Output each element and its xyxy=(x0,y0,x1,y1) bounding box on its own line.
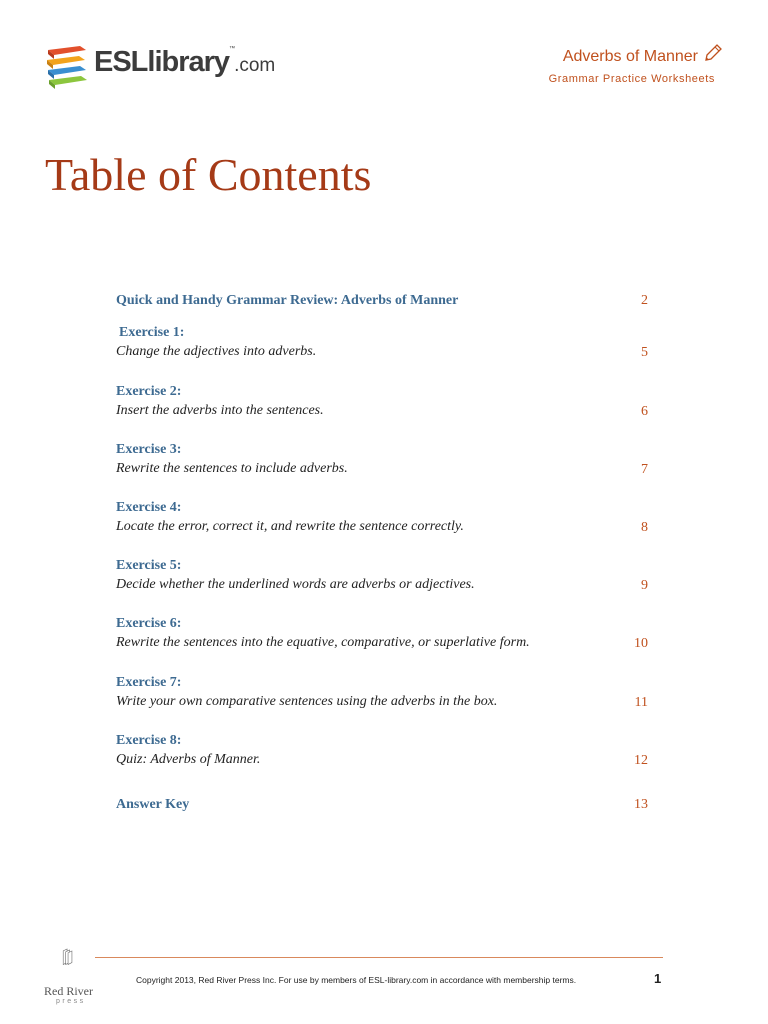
toc-entry-heading: Exercise 1: xyxy=(119,325,185,340)
logo-brand-text: ESLlibrary xyxy=(94,46,230,78)
logo-tld-text: .com xyxy=(234,55,276,76)
toc-entry-exercise-3[interactable] xyxy=(116,441,648,479)
toc-page-number: 7 xyxy=(641,462,648,477)
toc-entry-heading: Exercise 3: xyxy=(116,442,182,457)
toc-entry-exercise-4[interactable] xyxy=(116,499,648,537)
toc-entry-grammar-review[interactable] xyxy=(116,292,648,310)
toc-entry-description: Locate the error, correct it, and rewrite the sentence correctly. xyxy=(116,519,464,534)
copyright-notice: Copyright 2013, Red River Press Inc. For use by members of ESL-library.com in accordance with membership terms. xyxy=(136,975,577,985)
toc-page-number: 5 xyxy=(641,345,648,360)
toc-page-number: 8 xyxy=(641,520,648,535)
toc-entry-heading: Answer Key xyxy=(116,797,190,812)
toc-page-number: 13 xyxy=(634,797,648,812)
toc-entry-description: Rewrite the sentences to include adverbs. xyxy=(116,461,348,476)
toc-page-number: 9 xyxy=(641,578,648,593)
publisher-press: press xyxy=(56,998,86,1005)
toc-page-number: 6 xyxy=(641,404,648,419)
logo-trademark: ™ xyxy=(229,46,235,52)
toc-entry-exercise-1[interactable] xyxy=(116,324,648,362)
footer-divider xyxy=(95,957,663,958)
toc-entry-exercise-5[interactable] xyxy=(116,557,648,595)
toc-page-number: 12 xyxy=(634,753,648,768)
toc-entry-exercise-6[interactable] xyxy=(116,615,648,653)
worksheet-topic-title: Adverbs of Manner xyxy=(562,48,698,65)
toc-page-number: 2 xyxy=(641,293,648,308)
pencil-icon xyxy=(702,42,724,64)
toc-entry-description: Insert the adverbs into the sentences. xyxy=(116,403,324,418)
toc-entry-description: Rewrite the sentences into the equative, comparative, or superlative form. xyxy=(116,635,530,650)
toc-page-number: 11 xyxy=(634,695,648,710)
esl-library-logo xyxy=(44,44,284,90)
book-stack-icon xyxy=(44,44,90,90)
page-title: Table of Contents xyxy=(45,149,372,200)
toc-entry-heading: Exercise 8: xyxy=(116,733,182,748)
red-river-press-logo xyxy=(42,948,98,982)
toc-entry-heading: Exercise 2: xyxy=(116,384,182,399)
toc-entry-heading: Exercise 7: xyxy=(116,675,182,690)
toc-entry-heading: Exercise 6: xyxy=(116,616,182,631)
toc-page-number: 10 xyxy=(634,636,648,651)
page-number: 1 xyxy=(654,971,662,986)
toc-entry-exercise-2[interactable] xyxy=(116,383,648,421)
toc-entry-heading: Exercise 5: xyxy=(116,558,182,573)
toc-entry-description: Write your own comparative sentences using the adverbs in the box. xyxy=(116,694,498,709)
toc-entry-heading: Quick and Handy Grammar Review: Adverbs of Manner xyxy=(116,293,459,308)
toc-entry-description: Quiz: Adverbs of Manner. xyxy=(116,752,261,767)
publisher-name: Red River xyxy=(44,984,93,998)
toc-entry-heading: Exercise 4: xyxy=(116,500,182,515)
toc-entry-description: Decide whether the underlined words are adverbs or adjectives. xyxy=(116,577,475,592)
toc-entry-exercise-7[interactable] xyxy=(116,674,648,712)
toc-entry-exercise-8[interactable] xyxy=(116,732,648,770)
toc-entry-answer-key[interactable] xyxy=(116,796,648,814)
toc-entry-description: Change the adjectives into adverbs. xyxy=(116,344,317,359)
worksheet-subtitle: Grammar Practice Worksheets xyxy=(548,73,715,85)
